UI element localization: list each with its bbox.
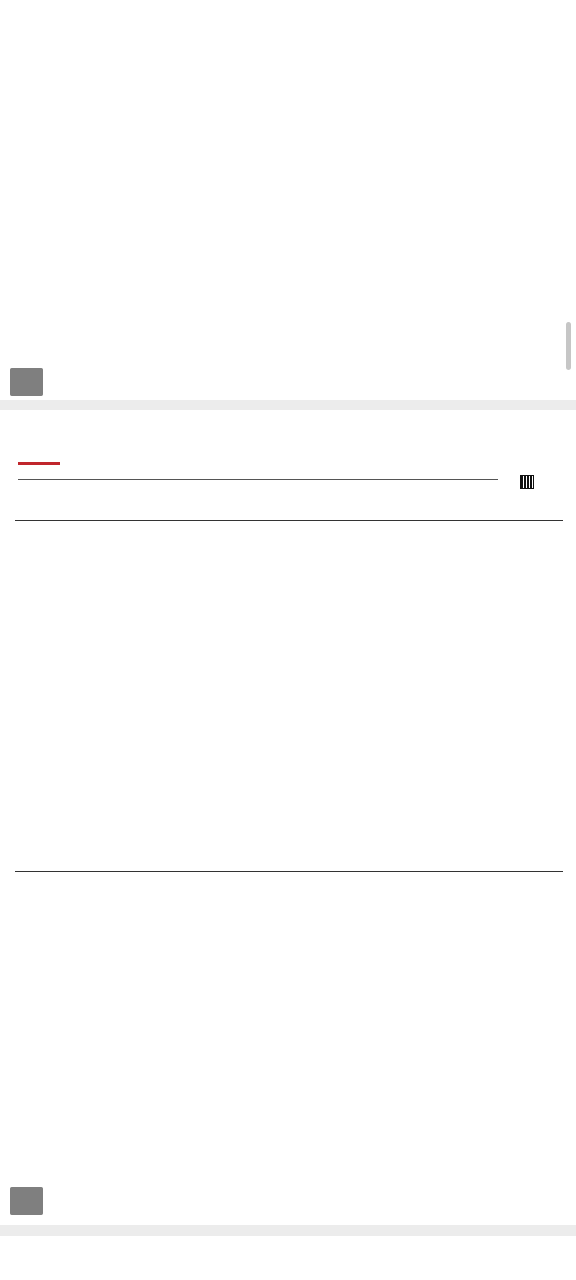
report-page-4 xyxy=(0,410,576,1225)
page-number-badge xyxy=(10,368,43,396)
scrollbar-thumb[interactable] xyxy=(566,322,571,370)
page-number-badge xyxy=(10,1187,43,1215)
report-page-5 xyxy=(0,1236,576,1280)
account-4-divider xyxy=(15,871,563,872)
report-page-3 xyxy=(0,0,576,400)
header-divider xyxy=(18,479,498,480)
ncb-logo-bar xyxy=(18,462,60,465)
qr-code-icon xyxy=(520,475,534,489)
account-3-divider xyxy=(15,520,563,521)
